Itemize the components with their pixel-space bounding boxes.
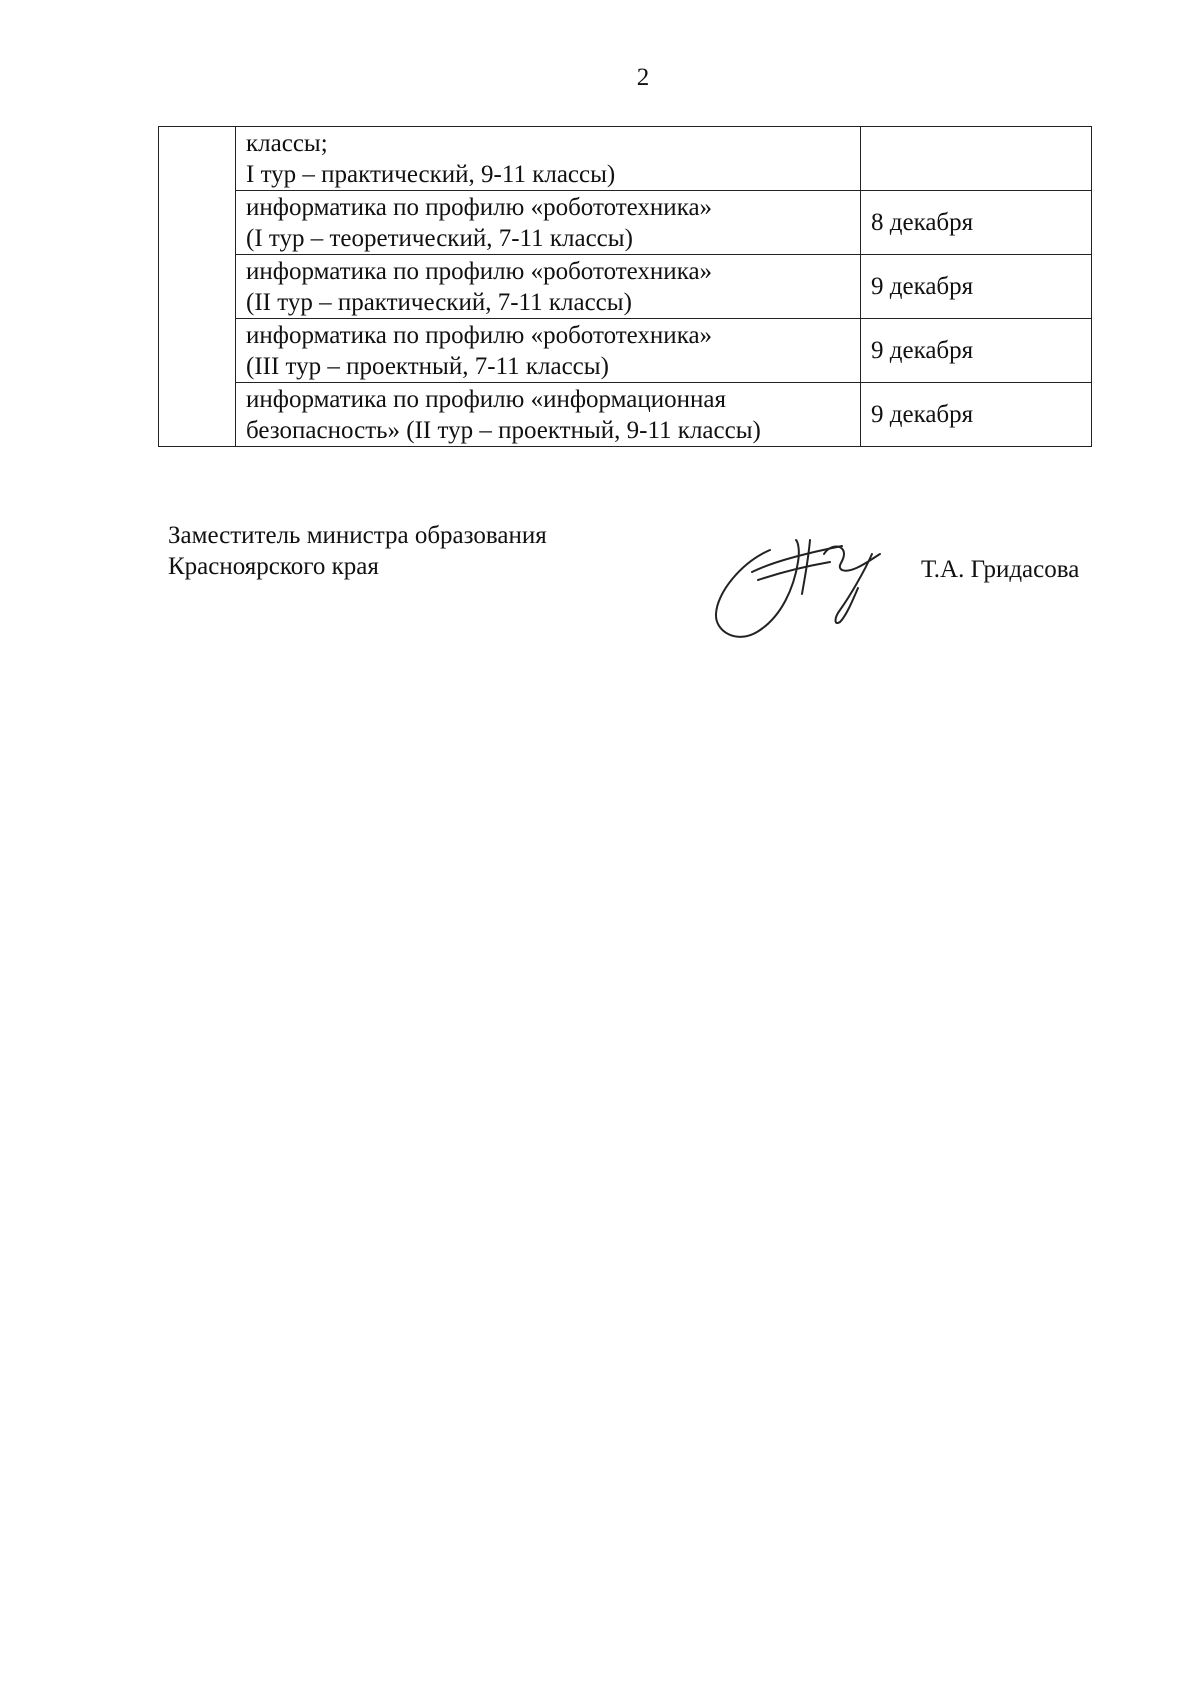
handwritten-signature — [712, 532, 912, 642]
table-row — [159, 127, 1092, 191]
signatory-position — [168, 520, 547, 582]
subject-cell — [236, 127, 861, 191]
row-number-cell — [159, 319, 236, 383]
subject-line: (III тур – проектный, 7-11 классы) — [246, 352, 609, 380]
subject-line: классы; — [246, 129, 328, 157]
subject-cell — [236, 191, 861, 255]
date-cell: 9 декабря — [861, 319, 1092, 383]
subject-line: (I тур – теоретический, 7-11 классы) — [246, 224, 633, 252]
date-cell: 9 декабря — [861, 255, 1092, 319]
subject-line: информатика по профилю «информационная — [246, 385, 727, 413]
table-row — [159, 255, 1092, 319]
subject-line: информатика по профилю «робототехника» — [246, 321, 713, 349]
date-cell: 8 декабря — [861, 191, 1092, 255]
row-number-cell — [159, 383, 236, 447]
subject-line: (II тур – практический, 7-11 классы) — [246, 288, 632, 316]
signatory-name: Т.А. Гридасова — [921, 556, 1080, 583]
date-cell: 9 декабря — [861, 383, 1092, 447]
subject-line: I тур – практический, 9-11 классы) — [246, 160, 616, 188]
row-number-cell — [159, 191, 236, 255]
subject-line: информатика по профилю «робототехника» — [246, 193, 713, 221]
olympiad-schedule-table — [158, 126, 1092, 447]
subject-cell — [236, 383, 861, 447]
table-row — [159, 383, 1092, 447]
subject-line: информатика по профилю «робототехника» — [246, 257, 713, 285]
row-number-cell — [159, 127, 236, 191]
subject-cell — [236, 255, 861, 319]
table-row — [159, 319, 1092, 383]
signatory-position-line: Красноярского края — [168, 553, 379, 580]
subject-cell — [236, 319, 861, 383]
page-number: 2 — [636, 64, 650, 91]
subject-line: безопасность» (II тур – проектный, 9-11 классы) — [246, 416, 761, 444]
row-number-cell — [159, 255, 236, 319]
date-cell — [861, 127, 1092, 191]
signatory-position-line: Заместитель министра образования — [168, 522, 547, 549]
table-row — [159, 191, 1092, 255]
